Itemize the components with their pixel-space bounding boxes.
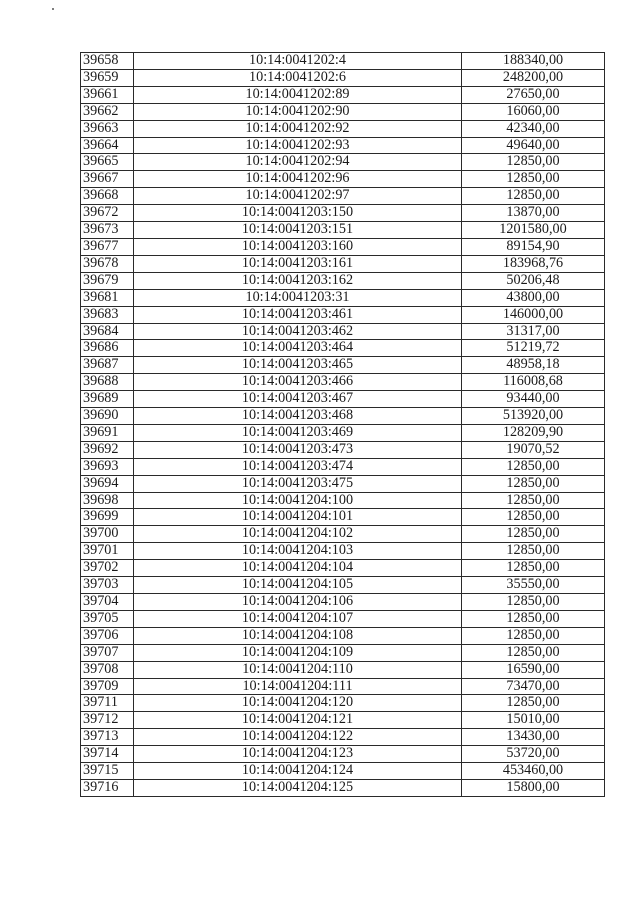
table-row	[81, 712, 605, 729]
table-row	[81, 763, 605, 780]
cadastral-number-cell: 10:14:0041203:31	[134, 289, 462, 306]
cadastral-number-cell: 10:14:0041204:124	[134, 763, 462, 780]
table-row	[81, 154, 605, 171]
record-number-cell: 39673	[81, 222, 134, 239]
cadastral-value-cell: 93440,00	[462, 391, 605, 408]
cadastral-number-cell: 10:14:0041204:101	[134, 509, 462, 526]
cadastral-value-cell: 12850,00	[462, 475, 605, 492]
cadastral-value-cell: 16060,00	[462, 103, 605, 120]
record-number-cell: 39701	[81, 543, 134, 560]
table-row	[81, 188, 605, 205]
table-row	[81, 323, 605, 340]
cadastral-value-cell: 48958,18	[462, 357, 605, 374]
cadastral-number-cell: 10:14:0041204:120	[134, 695, 462, 712]
record-number-cell: 39702	[81, 560, 134, 577]
cadastral-value-cell: 128209,90	[462, 424, 605, 441]
record-number-cell: 39708	[81, 661, 134, 678]
record-number-cell: 39683	[81, 306, 134, 323]
record-number-cell: 39714	[81, 746, 134, 763]
record-number-cell: 39713	[81, 729, 134, 746]
record-number-cell: 39709	[81, 678, 134, 695]
cadastral-number-cell: 10:14:0041203:461	[134, 306, 462, 323]
table-body	[81, 53, 605, 797]
cadastral-number-cell: 10:14:0041204:105	[134, 577, 462, 594]
cadastral-number-cell: 10:14:0041203:474	[134, 458, 462, 475]
cadastral-number-cell: 10:14:0041204:108	[134, 627, 462, 644]
record-number-cell: 39681	[81, 289, 134, 306]
cadastral-number-cell: 10:14:0041203:162	[134, 272, 462, 289]
cadastral-number-cell: 10:14:0041202:92	[134, 120, 462, 137]
record-number-cell: 39705	[81, 610, 134, 627]
cadastral-number-cell: 10:14:0041203:160	[134, 238, 462, 255]
table-row	[81, 357, 605, 374]
table-row	[81, 526, 605, 543]
cadastral-value-cell: 31317,00	[462, 323, 605, 340]
cadastral-value-cell: 513920,00	[462, 408, 605, 425]
record-number-cell: 39715	[81, 763, 134, 780]
record-number-cell: 39691	[81, 424, 134, 441]
table-row	[81, 492, 605, 509]
cadastral-number-cell: 10:14:0041202:89	[134, 86, 462, 103]
record-number-cell: 39694	[81, 475, 134, 492]
cadastral-number-cell: 10:14:0041203:151	[134, 222, 462, 239]
cadastral-number-cell: 10:14:0041202:96	[134, 171, 462, 188]
record-number-cell: 39686	[81, 340, 134, 357]
table-row	[81, 678, 605, 695]
record-number-cell: 39689	[81, 391, 134, 408]
cadastral-value-cell: 15010,00	[462, 712, 605, 729]
table-row	[81, 238, 605, 255]
record-number-cell: 39668	[81, 188, 134, 205]
table-row	[81, 408, 605, 425]
record-number-cell: 39716	[81, 779, 134, 796]
record-number-cell: 39679	[81, 272, 134, 289]
cadastral-value-cell: 19070,52	[462, 441, 605, 458]
table-row	[81, 69, 605, 86]
record-number-cell: 39690	[81, 408, 134, 425]
record-number-cell: 39688	[81, 374, 134, 391]
table-row	[81, 424, 605, 441]
table-row	[81, 458, 605, 475]
record-number-cell: 39684	[81, 323, 134, 340]
cadastral-number-cell: 10:14:0041204:104	[134, 560, 462, 577]
table-row	[81, 475, 605, 492]
cadastral-value-cell: 12850,00	[462, 627, 605, 644]
table-row	[81, 289, 605, 306]
cadastral-value-cell: 116008,68	[462, 374, 605, 391]
record-number-cell: 39692	[81, 441, 134, 458]
record-number-cell: 39665	[81, 154, 134, 171]
table-row	[81, 137, 605, 154]
cadastral-value-cell: 15800,00	[462, 779, 605, 796]
cadastral-number-cell: 10:14:0041204:125	[134, 779, 462, 796]
cadastral-number-cell: 10:14:0041204:122	[134, 729, 462, 746]
table-row	[81, 120, 605, 137]
cadastral-value-cell: 12850,00	[462, 171, 605, 188]
table-row	[81, 441, 605, 458]
cadastral-value-cell: 12850,00	[462, 458, 605, 475]
table-row	[81, 627, 605, 644]
cadastral-value-cell: 12850,00	[462, 509, 605, 526]
cadastral-value-cell: 12850,00	[462, 543, 605, 560]
table-row	[81, 729, 605, 746]
cadastral-value-cell: 43800,00	[462, 289, 605, 306]
record-number-cell: 39677	[81, 238, 134, 255]
record-number-cell: 39663	[81, 120, 134, 137]
table-row	[81, 779, 605, 796]
cadastral-value-cell: 42340,00	[462, 120, 605, 137]
cadastral-number-cell: 10:14:0041203:469	[134, 424, 462, 441]
cadastral-number-cell: 10:14:0041203:473	[134, 441, 462, 458]
record-number-cell: 39658	[81, 53, 134, 70]
table-row	[81, 340, 605, 357]
cadastral-value-cell: 12850,00	[462, 695, 605, 712]
cadastral-number-cell: 10:14:0041203:462	[134, 323, 462, 340]
cadastral-value-cell: 51219,72	[462, 340, 605, 357]
table-row	[81, 577, 605, 594]
table-row	[81, 53, 605, 70]
cadastral-value-cell: 13870,00	[462, 205, 605, 222]
record-number-cell: 39698	[81, 492, 134, 509]
record-number-cell: 39687	[81, 357, 134, 374]
cadastral-number-cell: 10:14:0041202:97	[134, 188, 462, 205]
table-row	[81, 509, 605, 526]
cadastral-value-cell: 13430,00	[462, 729, 605, 746]
cadastral-value-cell: 146000,00	[462, 306, 605, 323]
cadastral-value-cell: 12850,00	[462, 492, 605, 509]
cadastral-number-cell: 10:14:0041204:100	[134, 492, 462, 509]
cadastral-value-cell: 53720,00	[462, 746, 605, 763]
cadastral-value-cell: 248200,00	[462, 69, 605, 86]
cadastral-value-cell: 183968,76	[462, 255, 605, 272]
record-number-cell: 39667	[81, 171, 134, 188]
cadastral-number-cell: 10:14:0041204:103	[134, 543, 462, 560]
cadastral-value-table	[80, 52, 605, 797]
table-row	[81, 205, 605, 222]
cadastral-value-cell: 73470,00	[462, 678, 605, 695]
cadastral-number-cell: 10:14:0041202:4	[134, 53, 462, 70]
cadastral-number-cell: 10:14:0041204:110	[134, 661, 462, 678]
cadastral-number-cell: 10:14:0041203:466	[134, 374, 462, 391]
cadastral-number-cell: 10:14:0041203:467	[134, 391, 462, 408]
record-number-cell: 39706	[81, 627, 134, 644]
table-row	[81, 746, 605, 763]
cadastral-number-cell: 10:14:0041202:94	[134, 154, 462, 171]
table-row	[81, 661, 605, 678]
cadastral-number-cell: 10:14:0041204:121	[134, 712, 462, 729]
cadastral-number-cell: 10:14:0041203:150	[134, 205, 462, 222]
cadastral-number-cell: 10:14:0041204:106	[134, 594, 462, 611]
record-number-cell: 39662	[81, 103, 134, 120]
cadastral-value-cell: 49640,00	[462, 137, 605, 154]
table-row	[81, 391, 605, 408]
cadastral-value-cell: 27650,00	[462, 86, 605, 103]
table-row	[81, 171, 605, 188]
cadastral-value-cell: 12850,00	[462, 644, 605, 661]
record-number-cell: 39704	[81, 594, 134, 611]
table-row	[81, 255, 605, 272]
cadastral-number-cell: 10:14:0041203:475	[134, 475, 462, 492]
cadastral-number-cell: 10:14:0041204:123	[134, 746, 462, 763]
table-row	[81, 306, 605, 323]
table-row	[81, 86, 605, 103]
record-number-cell: 39661	[81, 86, 134, 103]
table-row	[81, 610, 605, 627]
cadastral-value-cell: 35550,00	[462, 577, 605, 594]
record-number-cell: 39693	[81, 458, 134, 475]
scan-speck	[52, 8, 54, 10]
cadastral-value-cell: 453460,00	[462, 763, 605, 780]
table-row	[81, 560, 605, 577]
cadastral-number-cell: 10:14:0041204:107	[134, 610, 462, 627]
record-number-cell: 39712	[81, 712, 134, 729]
cadastral-number-cell: 10:14:0041202:6	[134, 69, 462, 86]
table-row	[81, 695, 605, 712]
cadastral-number-cell: 10:14:0041204:109	[134, 644, 462, 661]
record-number-cell: 39700	[81, 526, 134, 543]
cadastral-number-cell: 10:14:0041204:102	[134, 526, 462, 543]
cadastral-number-cell: 10:14:0041203:468	[134, 408, 462, 425]
table-row	[81, 272, 605, 289]
cadastral-value-cell: 12850,00	[462, 526, 605, 543]
cadastral-value-cell: 50206,48	[462, 272, 605, 289]
cadastral-number-cell: 10:14:0041203:464	[134, 340, 462, 357]
table-row	[81, 222, 605, 239]
record-number-cell: 39699	[81, 509, 134, 526]
record-number-cell: 39707	[81, 644, 134, 661]
cadastral-value-cell: 89154,90	[462, 238, 605, 255]
cadastral-number-cell: 10:14:0041203:161	[134, 255, 462, 272]
cadastral-value-cell: 12850,00	[462, 560, 605, 577]
cadastral-value-cell: 12850,00	[462, 610, 605, 627]
cadastral-value-cell: 188340,00	[462, 53, 605, 70]
cadastral-value-cell: 12850,00	[462, 154, 605, 171]
table-row	[81, 374, 605, 391]
cadastral-number-cell: 10:14:0041202:93	[134, 137, 462, 154]
cadastral-number-cell: 10:14:0041202:90	[134, 103, 462, 120]
table-row	[81, 543, 605, 560]
record-number-cell: 39672	[81, 205, 134, 222]
cadastral-number-cell: 10:14:0041204:111	[134, 678, 462, 695]
record-number-cell: 39678	[81, 255, 134, 272]
cadastral-number-cell: 10:14:0041203:465	[134, 357, 462, 374]
record-number-cell: 39703	[81, 577, 134, 594]
record-number-cell: 39664	[81, 137, 134, 154]
table-row	[81, 594, 605, 611]
cadastral-value-cell: 12850,00	[462, 594, 605, 611]
table-row	[81, 644, 605, 661]
table-row	[81, 103, 605, 120]
cadastral-value-cell: 12850,00	[462, 188, 605, 205]
cadastral-value-cell: 16590,00	[462, 661, 605, 678]
record-number-cell: 39711	[81, 695, 134, 712]
cadastral-value-cell: 1201580,00	[462, 222, 605, 239]
record-number-cell: 39659	[81, 69, 134, 86]
